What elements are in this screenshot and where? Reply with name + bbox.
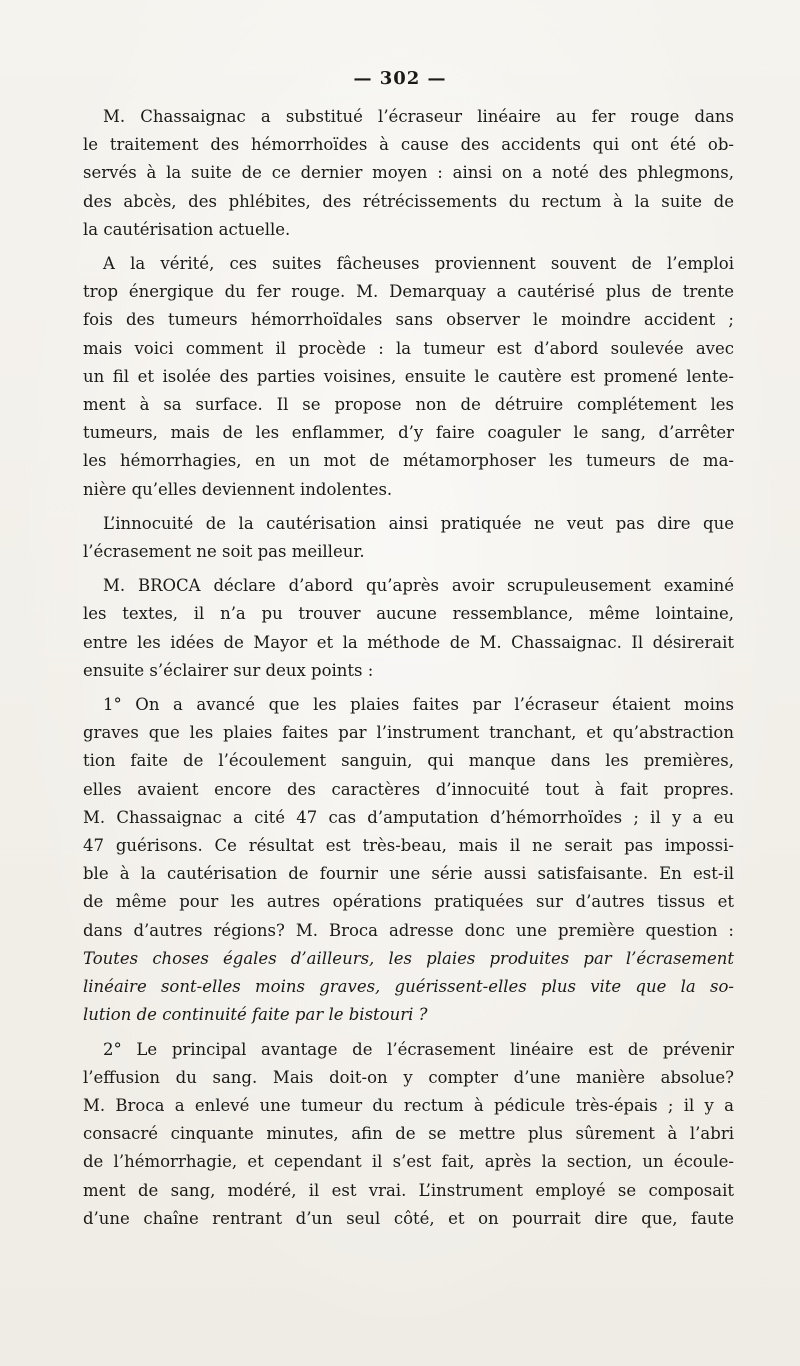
page-number: — 302 — (353, 68, 447, 89)
text-line: trop énergique du fer rouge. M. Demarquay a cautérisé plus de trente (83, 282, 734, 302)
paragraph-innocuite (83, 510, 734, 566)
text-line: d’une chaîne rentrant d’un seul côté, et on pourrait dire que, faute (83, 1208, 734, 1228)
text-line: des abcès, des phlébites, des rétrécissements du rectum à la suite de (83, 191, 734, 211)
text-line: entre les idées de Mayor et la méthode de M. Chassaignac. Il désirerait (83, 632, 734, 652)
text-line: de même pour les autres opérations pratiquées sur d’autres tissus et (83, 892, 734, 912)
text-line: M. Broca a enlevé une tumeur du rectum à pédicule très-épais ; il y a (83, 1095, 734, 1115)
text-line: la cautérisation actuelle. (83, 219, 291, 239)
paragraph-second-point (83, 1036, 734, 1233)
text-line: de l’hémorrhagie, et cependant il s’est fait, après la section, un écoule- (83, 1152, 734, 1172)
paragraph-broca-intro (83, 572, 734, 685)
text-line-italic: Toutes choses égales d’ailleurs, les plaies produites par l’écrasement (83, 948, 734, 968)
text-line-italic: lution de continuité faite par le bistouri ? (83, 1005, 428, 1025)
paragraph-demarquay-cauterisation (83, 250, 734, 504)
text-line: ment de sang, modéré, il est vrai. L’instrument employé se composait (83, 1180, 734, 1200)
text-line: M. Chassaignac a cité 47 cas d’amputation d’hémorrhoïdes ; il y a eu (83, 807, 734, 827)
text-line: les hémorrhagies, en un mot de métamorphoser les tumeurs de ma- (83, 451, 734, 471)
text-line: consacré cinquante minutes, afin de se mettre plus sûrement à l’abri (83, 1124, 734, 1144)
text-line: M. Chassaignac a substitué l’écraseur linéaire au fer rouge dans (103, 107, 734, 126)
text-line: 1° On a avancé que les plaies faites par l’écraseur étaient moins (103, 695, 734, 715)
text-line: ment à sa surface. Il se propose non de détruire complétement les (83, 395, 734, 415)
text-line: 47 guérisons. Ce résultat est très-beau, mais il ne serait pas impossi- (83, 836, 734, 856)
text-line: elles avaient encore des caractères d’innocuité tout à fait propres. (83, 779, 734, 799)
paragraph-first-point (83, 691, 734, 1029)
text-line: A la vérité, ces suites fâcheuses proviennent souvent de l’emploi (103, 254, 734, 274)
text-line: M. BROCA déclare d’abord qu’après avoir scrupuleusement examiné (103, 576, 734, 596)
paragraph-chassaignac-substitution (83, 103, 734, 244)
text-line: nière qu’elles deviennent indolentes. (83, 479, 393, 499)
text-line: graves que les plaies faites par l’instrument tranchant, et qu’abstraction (83, 723, 734, 743)
text-line: L’innocuité de la cautérisation ainsi pratiquée ne veut pas dire que (103, 513, 734, 533)
text-line: servés à la suite de ce dernier moyen : ainsi on a noté des phlegmons, (83, 163, 734, 183)
text-line: 2° Le principal avantage de l’écrasement linéaire est de prévenir (103, 1039, 734, 1059)
text-line: tumeurs, mais de les enflammer, d’y faire coaguler le sang, d’arrêter (83, 423, 734, 443)
body-text (83, 103, 734, 1239)
text-line: ensuite s’éclairer sur deux points : (83, 660, 374, 680)
text-line: dans d’autres régions? M. Broca adresse donc une première question : (83, 920, 734, 940)
text-line: les textes, il n’a pu trouver aucune ressemblance, même lointaine, (83, 604, 734, 624)
text-line: mais voici comment il procède : la tumeur est d’abord soulevée avec (83, 338, 734, 358)
text-line-italic: linéaire sont-elles moins graves, guérissent-elles plus vite que la so- (83, 977, 734, 997)
text-line: l’écrasement ne soit pas meilleur. (83, 542, 365, 562)
text-line: ble à la cautérisation de fournir une série aussi satisfaisante. En est-il (83, 864, 734, 884)
text-line: tion faite de l’écoulement sanguin, qui manque dans les premières, (83, 751, 734, 771)
text-line: le traitement des hémorrhoïdes à cause des accidents qui ont été ob- (83, 135, 734, 155)
text-line: l’effusion du sang. Mais doit-on y compter d’une manière absolue? (83, 1067, 734, 1087)
text-line: fois des tumeurs hémorrhoïdales sans observer le moindre accident ; (83, 310, 734, 330)
text-line: un fil et isolée des parties voisines, ensuite le cautère est promené lente- (83, 366, 734, 386)
